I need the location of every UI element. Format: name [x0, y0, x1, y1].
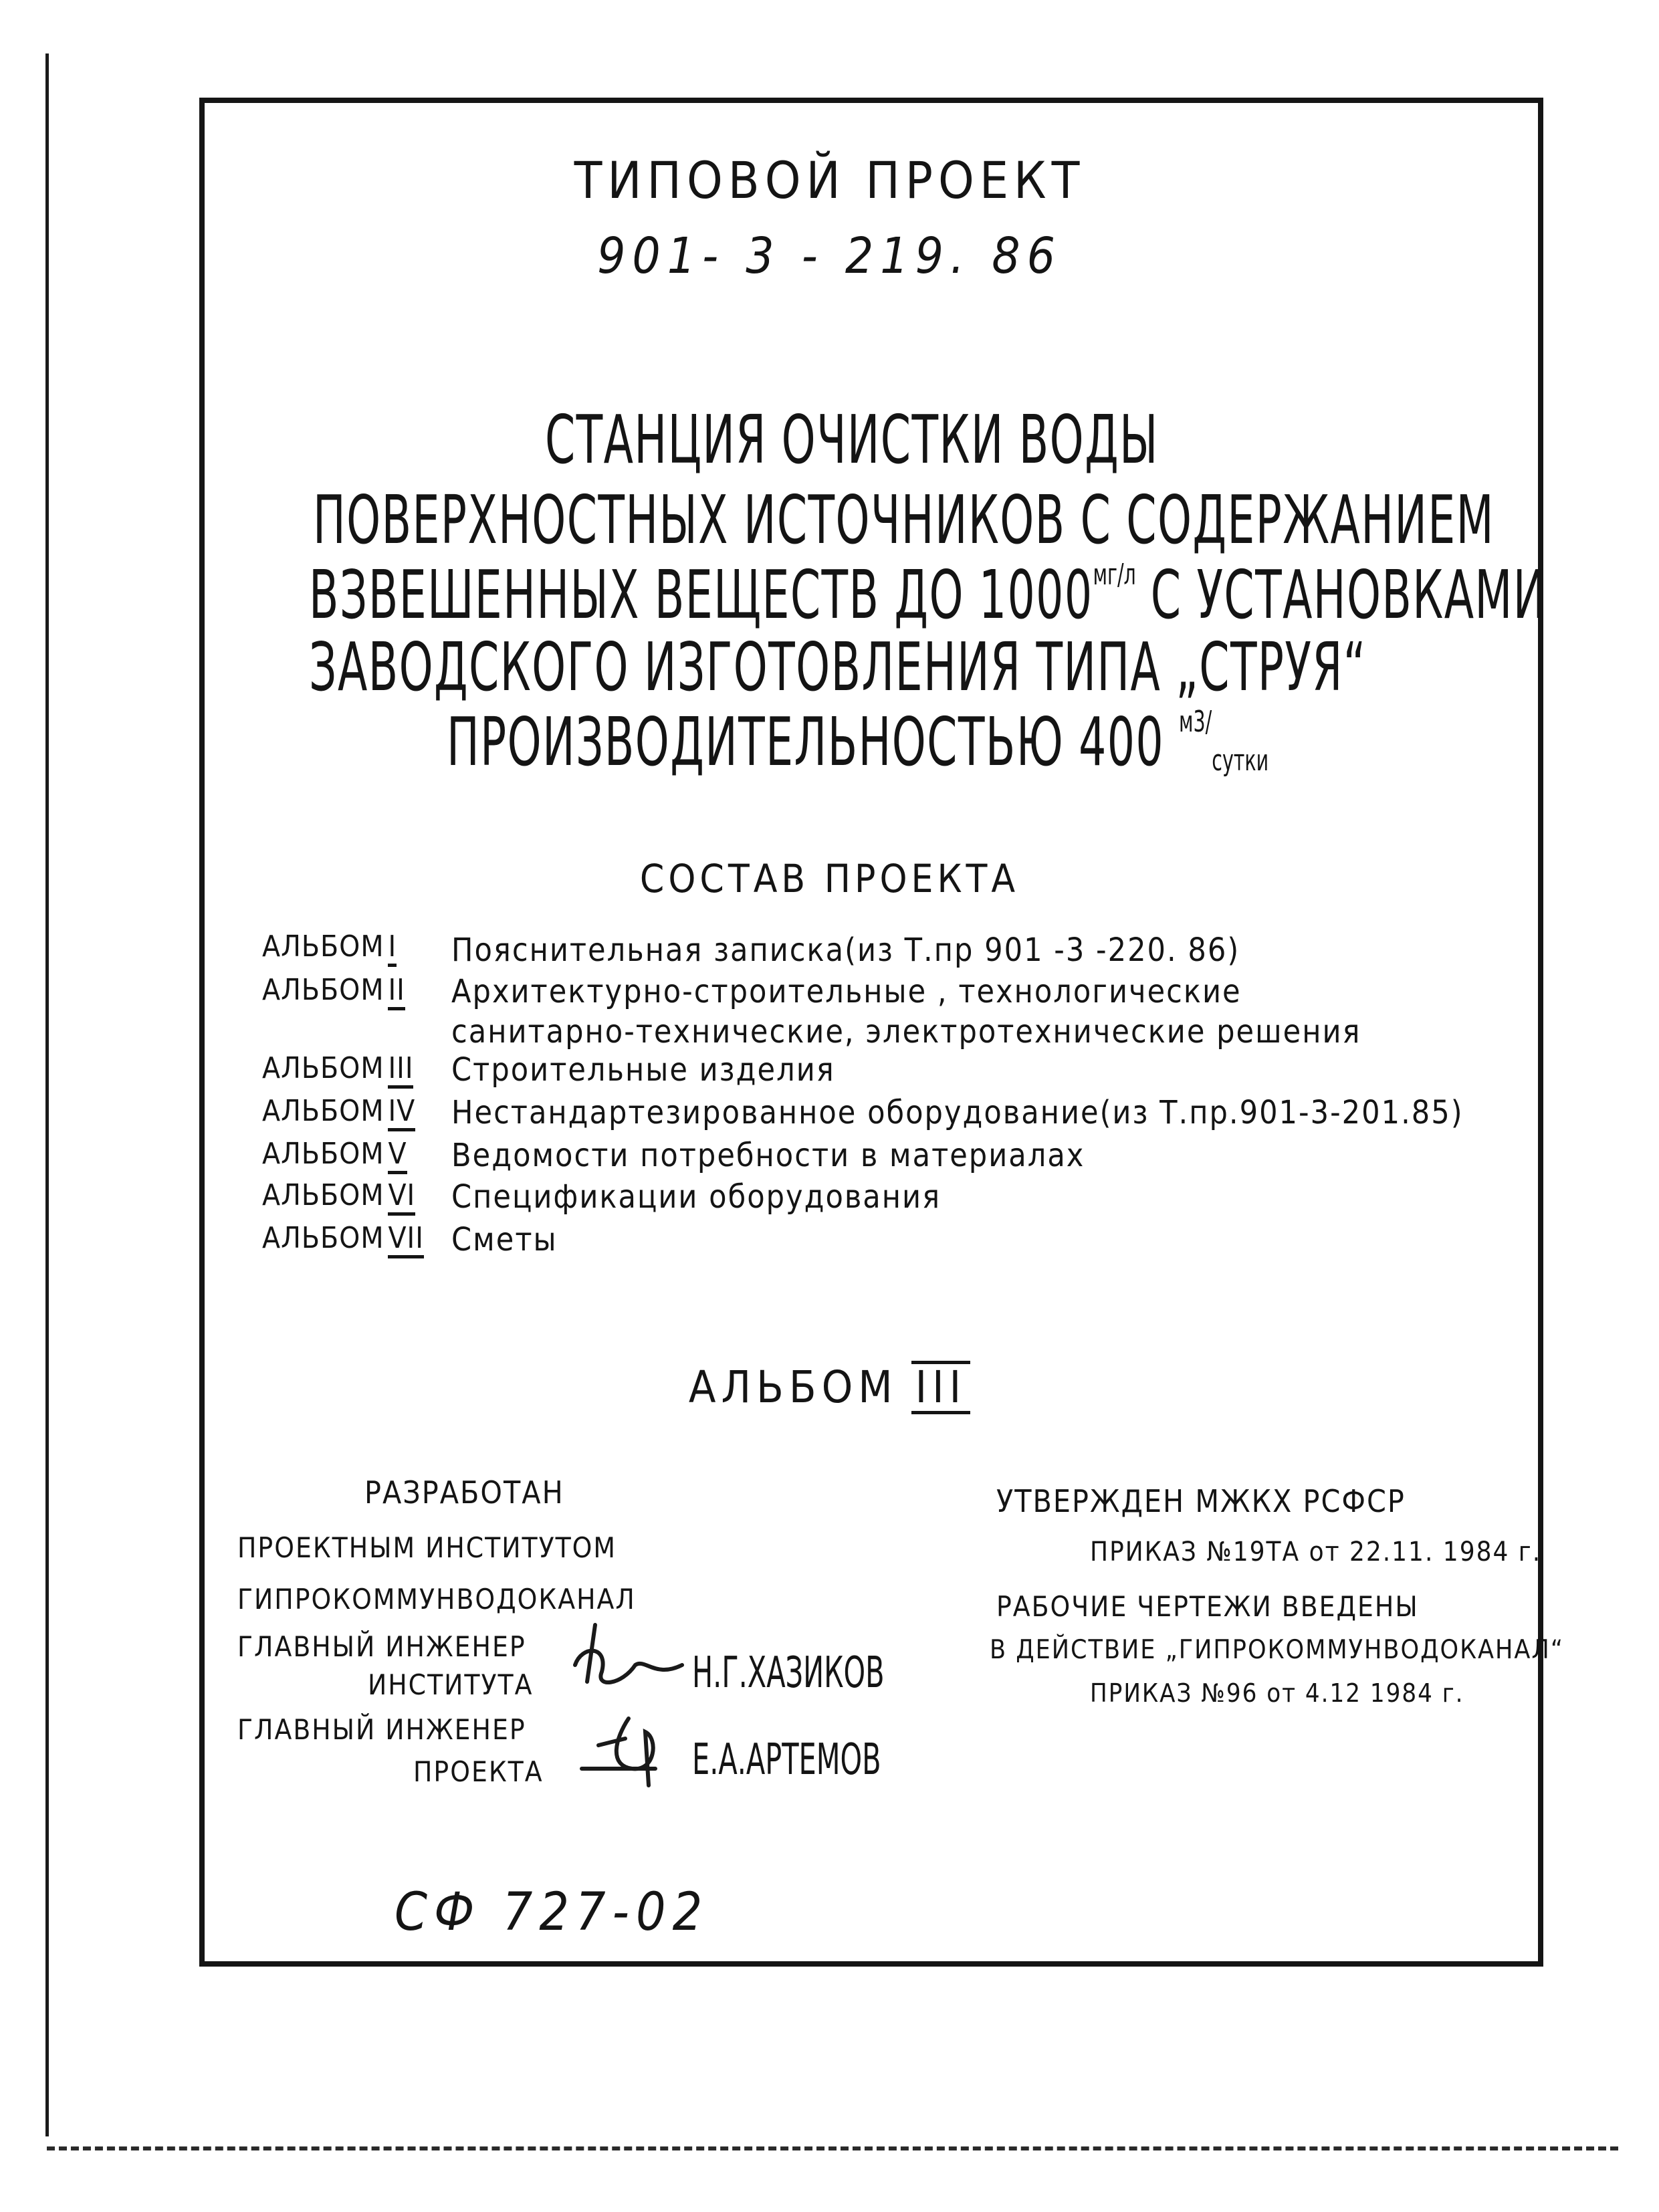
album-number-5: V [388, 1137, 407, 1174]
signature-khazikov [555, 1618, 689, 1698]
album-text-3: Строительные изделия [451, 1051, 835, 1089]
sheet-left-edge [45, 53, 49, 2136]
approval-line-1: УТВЕРЖДЕН МЖКХ РСФСР [996, 1483, 1406, 1519]
album-text-4: Нестандартезированное оборудование(из Т.пр.901-3-201.85) [451, 1094, 1464, 1131]
album-text-1: Пояснительная записка(из Т.пр 901 -3 -220. 86) [451, 931, 1240, 969]
album-text-2b: санитарно-технические, электротехнические решения [451, 1013, 1361, 1050]
title-line-5-start: ПРОИЗВОДИТЕЛЬНОСТЬЮ 400 [447, 703, 1165, 781]
chief-engineer-1-role-b: ИНСТИТУТА [368, 1668, 534, 1701]
album-label-3: АЛЬБОМ III [262, 1051, 413, 1089]
chief-engineer-2-role-b: ПРОЕКТА [413, 1755, 544, 1788]
album-label-5: АЛЬБОМ V [262, 1137, 407, 1174]
approval-line-5: ПРИКАЗ №96 от 4.12 1984 г. [1090, 1678, 1464, 1708]
current-album-number: III [911, 1361, 971, 1414]
album-text-2: Архитектурно-строительные , технологические [451, 973, 1242, 1010]
approval-line-2: ПРИКАЗ №19ТА от 22.11. 1984 г. [1090, 1537, 1542, 1567]
title-line-5 [447, 703, 1269, 781]
chief-engineer-2-name: Е.А.АРТЕМОВ [692, 1735, 881, 1785]
document-code: СФ 727-02 [395, 1882, 709, 1943]
title-line-4: ЗАВОДСКОГО ИЗГОТОВЛЕНИЯ ТИПА „СТРУЯ“ [309, 628, 1367, 706]
title-line-2: ПОВЕРХНОСТНЫХ ИСТОЧНИКОВ С СОДЕРЖАНИЕМ [313, 481, 1495, 559]
album-number-4: IV [388, 1094, 415, 1131]
album-text-5: Ведомости потребности в материалах [451, 1137, 1085, 1174]
developer-heading: РАЗРАБОТАН [364, 1474, 564, 1511]
title-line-3-start: ВЗВЕШЕННЫХ ВЕЩЕСТВ ДО 1000 [309, 556, 1093, 634]
album-label-6: АЛЬБОМ VI [262, 1178, 415, 1216]
chief-engineer-1-role-a: ГЛАВНЫЙ ИНЖЕНЕР [237, 1630, 526, 1663]
album-label-2: АЛЬБОМ II [262, 973, 405, 1010]
developer-line-2: ГИПРОКОММУНВОДОКАНАЛ [237, 1583, 636, 1616]
developer-line-1: ПРОЕКТНЫМ ИНСТИТУТОМ [237, 1531, 617, 1564]
capacity-unit-bottom: сутки [1212, 744, 1269, 778]
project-number: 901- 3 - 219. 86 [597, 227, 1062, 285]
title-line-3 [309, 556, 1547, 634]
capacity-unit-top: м3/ [1179, 705, 1212, 739]
chief-engineer-1-name: Н.Г.ХАЗИКОВ [692, 1648, 885, 1698]
album-label-4: АЛЬБОМ IV [262, 1094, 415, 1131]
signature-artemov [575, 1705, 695, 1792]
album-number-7: VII [388, 1221, 423, 1258]
current-album-label: АЛЬБОМ [688, 1361, 898, 1413]
album-number-2: II [388, 973, 405, 1010]
title-line-3-end: С УСТАНОВКАМИ [1150, 556, 1547, 634]
album-text-7: Сметы [451, 1221, 558, 1258]
concentration-unit: мг/л [1093, 558, 1136, 592]
album-number-1: I [388, 929, 397, 967]
chief-engineer-2-role-a: ГЛАВНЫЙ ИНЖЕНЕР [237, 1713, 526, 1746]
current-album [0, 1361, 1659, 1414]
approval-line-3: РАБОЧИЕ ЧЕРТЕЖИ ВВЕДЕНЫ [996, 1590, 1419, 1623]
sheet-bottom-edge [47, 2146, 1618, 2150]
album-label-1: АЛЬБОМ I [262, 929, 397, 967]
project-type: ТИПОВОЙ ПРОЕКТ [574, 150, 1085, 210]
album-number-6: VI [388, 1178, 415, 1216]
album-number-3: III [388, 1051, 413, 1089]
composition-heading: СОСТАВ ПРОЕКТА [639, 856, 1020, 901]
title-line-1: СТАНЦИЯ ОЧИСТКИ ВОДЫ [545, 401, 1159, 479]
album-label-7: АЛЬБОМ VII [262, 1221, 424, 1258]
approval-line-4: В ДЕЙСТВИЕ „ГИПРОКОММУНВОДОКАНАЛ“ [990, 1635, 1564, 1665]
album-text-6: Спецификации оборудования [451, 1178, 942, 1216]
